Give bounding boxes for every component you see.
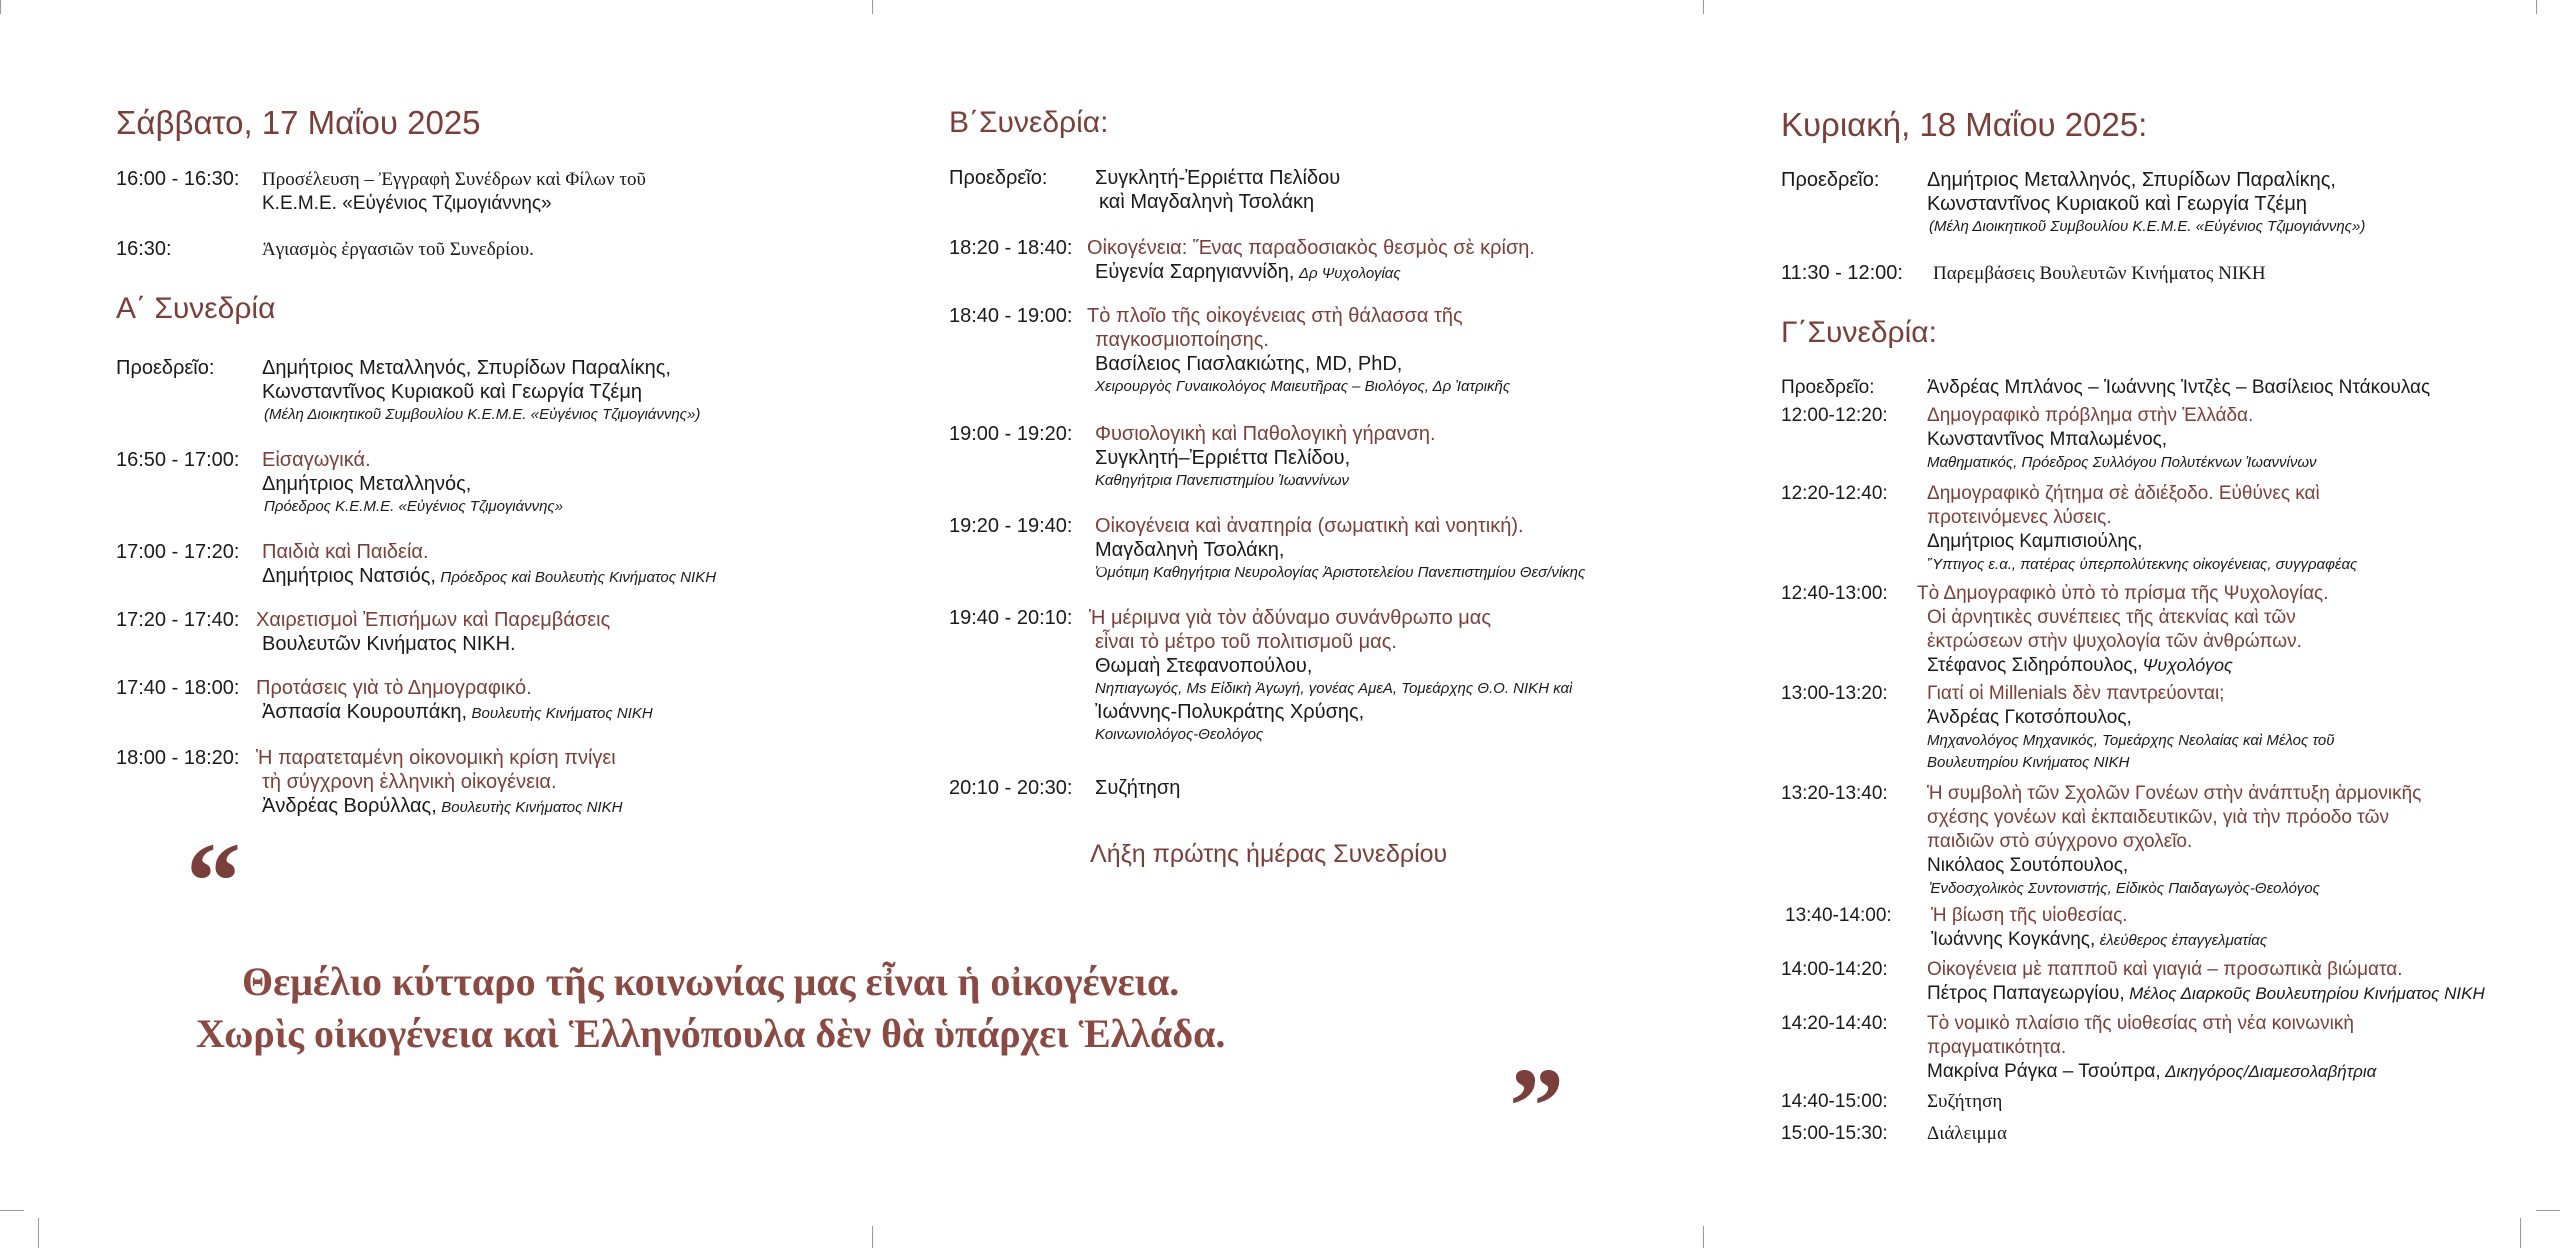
schedule-item <box>116 540 876 589</box>
item-time: 18:40 - 19:00: <box>949 305 1073 327</box>
item-time: 19:00 - 19:20: <box>949 423 1073 445</box>
crop-mark <box>1703 0 1704 14</box>
item-time: 18:00 - 18:20: <box>116 747 240 769</box>
item-note: Πρόεδρος καὶ Βουλευτὴς Κινήματος ΝΙΚΗ <box>440 569 717 586</box>
speaker-name: Βασίλειος Γιασλακιώτης, MD, PhD, <box>1095 353 1403 375</box>
presidium-item <box>949 166 1709 214</box>
open-quote-mark: “ <box>186 820 241 942</box>
crop-mark <box>2536 0 2537 14</box>
speaker-name: Ἀσπασία Κουρουπάκη, <box>262 701 468 723</box>
item-note: Πρόεδρος Κ.Ε.Μ.Ε. «Εὐγένιος Τζιμογιάννης» <box>264 498 564 515</box>
item-time: 20:10 - 20:30: <box>949 777 1073 799</box>
item-note: Μέλος Διαρκοῦς Βουλευτηρίου Κινήματος ΝΙΚΗ <box>2129 984 2485 1003</box>
item-time: 14:20-14:40: <box>1781 1013 1888 1034</box>
schedule-item <box>1781 904 2541 952</box>
item-title: Οἱ ἀρνητικὲς συνέπειες τῆς ἀτεκνίας καὶ τῶν <box>1927 607 2296 628</box>
item-time: 12:00-12:20: <box>1781 405 1888 426</box>
speaker-name: Πέτρος Παπαγεωργίου, <box>1927 983 2125 1004</box>
item-note: Χειρουργὸς Γυναικολόγος Μαιευτῆρας – Βιολόγος, Δρ Ἰατρικῆς <box>1095 378 1511 395</box>
crop-mark <box>38 1218 39 1248</box>
schedule-item <box>949 606 1709 746</box>
item-time: 17:00 - 17:20: <box>116 541 240 563</box>
item-time: 18:20 - 18:40: <box>949 237 1073 259</box>
item-note: Κοινωνιολόγος-Θεολόγος <box>1095 726 1264 743</box>
item-title: Τὸ Δημογραφικὸ ὑπὸ τὸ πρίσμα τῆς Ψυχολογίας. <box>1917 583 2329 604</box>
item-title: παγκοσμιοποίησης. <box>1095 329 1269 351</box>
schedule-item <box>1781 1012 2541 1084</box>
item-time: 16:50 - 17:00: <box>116 449 240 471</box>
speaker-name: Δημήτριος Νατσιός, <box>262 565 436 587</box>
item-text: Ἀνδρέας Μπλάνος – Ἰωάννης Ἰντζὲς – Βασίλειος Ντάκουλας <box>1927 377 2431 398</box>
quote-text <box>196 956 1225 1060</box>
speaker-name: Κωνσταντῖνος Μπαλωμένος, <box>1927 429 2168 450</box>
item-note: (Μέλη Διοικητικοῦ Συμβουλίου Κ.Ε.Μ.Ε. «Εὐγένιος Τζιμογιάννης») <box>264 406 701 423</box>
speaker-name: Ἰωάννης-Πολυκράτης Χρύσης, <box>1095 701 1365 723</box>
quote-line-1: Θεμέλιο κύτταρο τῆς κοινωνίας μας εἶναι ἡ οἰκογένεια. <box>242 959 1180 1004</box>
item-title: Προτάσεις γιὰ τὸ Δημογραφικό. <box>256 677 532 699</box>
speaker-name: Μαγδαληνὴ Τσολάκη, <box>1095 539 1285 561</box>
crop-mark <box>0 1210 24 1211</box>
item-time: 11:30 - 12:00: <box>1781 262 1903 284</box>
schedule-item <box>949 514 1709 584</box>
end-of-day-label: Λήξη πρώτης ἡμέρας Συνεδρίου <box>1090 840 1448 868</box>
item-time: 15:00-15:30: <box>1781 1123 1888 1144</box>
item-note: Βουλευτὴς Κινήματος ΝΙΚΗ <box>471 705 653 722</box>
item-note: Μηχανολόγος Μηχανικός, Τομεάρχης Νεολαίας καὶ Μέλος τοῦ <box>1927 732 2335 749</box>
schedule-item <box>116 676 876 725</box>
item-title: Χαιρετισμοὶ Ἐπισήμων καὶ Παρεμβάσεις <box>256 609 611 631</box>
presidium-item <box>116 356 876 426</box>
item-note: Βουλευτὴς Κινήματος ΝΙΚΗ <box>441 799 623 816</box>
saturday-heading: Σάββατο, 17 Μαΐου 2025 <box>116 104 481 141</box>
schedule-item <box>1781 404 2541 474</box>
crop-mark <box>0 0 1 14</box>
schedule-item <box>1781 482 2541 576</box>
item-title: ἐκτρώσεων στὴν ψυχολογία τῶν ἀνθρώπων. <box>1927 631 2302 652</box>
speaker-name: Εὐγενία Σαρηγιαννίδη, <box>1095 261 1295 283</box>
item-title: πραγματικότητα. <box>1927 1037 2067 1058</box>
item-time: 16:30: <box>116 238 172 260</box>
crop-mark <box>2536 1210 2560 1211</box>
item-note: Ἐνδοσχολικὸς Συντονιστής, Εἰδικὸς Παιδαγωγὸς-Θεολόγος <box>1929 880 2320 897</box>
item-text: Συγκλητή-Ἐρριέττα Πελίδου <box>1095 167 1341 189</box>
item-title: Οἰκογένεια: Ἕνας παραδοσιακὸς θεσμὸς σὲ κρίση. <box>1087 237 1535 259</box>
item-text: καὶ Μαγδαληνὴ Τσολάκη <box>1099 191 1315 213</box>
item-title: Ἡ συμβολὴ τῶν Σχολῶν Γονέων στὴν ἀνάπτυξη ἁρμονικῆς <box>1927 783 2422 804</box>
presidium-item <box>1781 376 2541 400</box>
schedule-item <box>1781 782 2541 900</box>
schedule-item <box>949 422 1709 492</box>
speaker-name: Ἰωάννης Κογκάνης, <box>1931 929 2096 950</box>
item-title: τὴ σύγχρονη ἑλληνικὴ οἰκογένεια. <box>262 771 557 793</box>
item-title: σχέσης γονέων καὶ ἐκπαιδευτικῶν, γιὰ τὴν πρόοδο τῶν <box>1927 807 2390 828</box>
session-b-heading: Β΄Συνεδρία: <box>949 106 1109 139</box>
schedule-item <box>116 608 876 656</box>
session-a-heading: Α΄ Συνεδρία <box>116 292 276 325</box>
item-note: ἐλεύθερος ἐπαγγελματίας <box>2099 932 2268 949</box>
speaker-name: Συγκλητή–Ἐρριέττα Πελίδου, <box>1095 447 1351 469</box>
schedule-item <box>116 448 876 518</box>
item-time: 16:00 - 16:30: <box>116 168 240 190</box>
crop-mark <box>2520 1218 2521 1248</box>
item-time: 13:40-14:00: <box>1785 905 1892 926</box>
item-time: 19:40 - 20:10: <box>949 607 1073 629</box>
item-time: 19:20 - 19:40: <box>949 515 1073 537</box>
item-title: Οἰκογένεια μὲ παπποῦ καὶ γιαγιά – προσωπικὰ βιώματα. <box>1927 959 2403 980</box>
schedule-item <box>116 746 876 819</box>
item-time: Προεδρεῖο: <box>1781 377 1875 398</box>
speaker-name: Ἀνδρέας Γκοτσόπουλος, <box>1927 707 2132 728</box>
item-note: Βουλευτηρίου Κινήματος ΝΙΚΗ <box>1927 754 2130 771</box>
item-time: 12:40-13:00: <box>1781 583 1888 604</box>
item-note: Ὕπτιγος ε.α., πατέρας ὑπερπολύτεκνης οἰκογένειας, συγγραφέας <box>1927 556 2358 573</box>
item-title: Γιατί οἱ Millenials δὲν παντρεύονται; <box>1927 683 2225 704</box>
sunday-heading: Κυριακή, 18 Μαΐου 2025: <box>1781 106 2148 143</box>
item-time: 17:40 - 18:00: <box>116 677 240 699</box>
schedule-item <box>1781 1090 2541 1114</box>
item-text: Συζήτηση <box>1095 777 1181 799</box>
item-time: 17:20 - 17:40: <box>116 609 240 631</box>
item-title: Οἰκογένεια καὶ ἀναπηρία (σωματικὴ καὶ νοητική). <box>1095 515 1524 537</box>
speaker-name: Ἀνδρέας Βορύλλας, <box>262 795 437 817</box>
item-note: Καθηγήτρια Πανεπιστημίου Ἰωαννίνων <box>1095 472 1349 489</box>
crop-mark <box>872 0 873 14</box>
item-title: Εἰσαγωγικά. <box>262 449 371 471</box>
item-title: Ἡ βίωση τῆς υἱοθεσίας. <box>1931 905 2128 926</box>
speaker-name: Νικόλαος Σουτόπουλος, <box>1927 855 2129 876</box>
item-note: Μαθηματικός, Πρόεδρος Συλλόγου Πολυτέκνων Ἰωαννίνων <box>1927 454 2317 471</box>
item-note: Νηπιαγωγός, Ms Εἰδικὴ Ἀγωγή, γονέας ΑμεΑ, Τομεάρχης Θ.Ο. ΝΙΚΗ καὶ <box>1095 680 1573 697</box>
schedule-item <box>949 776 1709 800</box>
schedule-item <box>1781 582 2541 678</box>
item-text: Κωνσταντῖνος Κυριακοῦ καὶ Γεωργία Τζέμη <box>262 381 642 403</box>
speaker-name: Θωμαὴ Στεφανοπούλου, <box>1095 655 1313 677</box>
item-note: Ψυχολόγος <box>2142 655 2233 675</box>
item-text: Συζήτηση <box>1927 1091 2003 1112</box>
crop-mark <box>872 1226 873 1248</box>
schedule-item <box>1781 682 2541 774</box>
speaker-name: Δημήτριος Καμπισιούλης, <box>1927 531 2143 552</box>
item-title: Ἡ παρατεταμένη οἰκονομικὴ κρίση πνίγει <box>256 747 616 769</box>
item-title: Τὸ νομικὸ πλαίσιο τῆς υἱοθεσίας στὴ νέα κοινωνικὴ <box>1927 1013 2354 1034</box>
item-title: Δημογραφικὸ ζήτημα σὲ ἀδιέξοδο. Εὐθύνες καὶ <box>1927 483 2320 504</box>
schedule-item <box>1781 262 2541 286</box>
item-text: Κωνσταντῖνος Κυριακοῦ καὶ Γεωργία Τζέμη <box>1927 193 2307 215</box>
schedule-item <box>1781 1122 2541 1146</box>
item-note: (Μέλη Διοικητικοῦ Συμβουλίου Κ.Ε.Μ.Ε. «Εὐγένιος Τζιμογιάννης») <box>1929 218 2366 235</box>
item-text: Βουλευτῶν Κινήματος ΝΙΚΗ. <box>262 633 516 655</box>
schedule-item <box>116 168 876 216</box>
item-text: Δημήτριος Μεταλληνός, Σπυρίδων Παραλίκης, <box>1927 169 2336 191</box>
crop-mark <box>1703 1226 1704 1248</box>
item-title: Δημογραφικὸ πρόβλημα στὴν Ἑλλάδα. <box>1927 405 2254 426</box>
item-time: 13:20-13:40: <box>1781 783 1888 804</box>
schedule-item <box>949 304 1709 398</box>
item-title: Φυσιολογικὴ καὶ Παθολογικὴ γήρανση. <box>1095 423 1436 445</box>
item-note: Δρ Ψυχολογίας <box>1298 265 1401 282</box>
item-note: Ὁμότιμη Καθηγήτρια Νευρολογίας Ἀριστοτελείου Πανεπιστημίου Θεσ/νίκης <box>1095 564 1586 581</box>
item-text: Παρεμβάσεις Βουλευτῶν Κινήματος ΝΙΚΗ <box>1933 263 2266 284</box>
item-time: 14:00-14:20: <box>1781 959 1888 980</box>
item-time: 12:20-12:40: <box>1781 483 1888 504</box>
item-text: Ἁγιασμὸς ἐργασιῶν τοῦ Συνεδρίου. <box>262 239 534 260</box>
item-title: εἶναι τὸ μέτρο τοῦ πολιτισμοῦ μας. <box>1095 631 1397 653</box>
item-time: 14:40-15:00: <box>1781 1091 1888 1112</box>
item-title: Παιδιὰ καὶ Παιδεία. <box>262 541 429 563</box>
speaker-name: Στέφανος Σιδηρόπουλος, <box>1927 655 2138 676</box>
item-note: Δικηγόρος/Διαμεσολαβήτρια <box>2165 1062 2377 1081</box>
item-text: Δημήτριος Μεταλληνός, Σπυρίδων Παραλίκης, <box>262 357 671 379</box>
session-c-heading: Γ΄Συνεδρία: <box>1781 316 1937 349</box>
schedule-item <box>116 238 876 262</box>
presidium-item <box>1781 168 2541 238</box>
item-time: 13:00-13:20: <box>1781 683 1888 704</box>
schedule-item <box>1781 958 2541 1006</box>
item-time: Προεδρεῖο: <box>949 167 1048 189</box>
item-time: Προεδρεῖο: <box>116 357 215 379</box>
item-time: Προεδρεῖο: <box>1781 169 1880 191</box>
schedule-item <box>949 236 1709 285</box>
item-text: Κ.Ε.Μ.Ε. «Εὐγένιος Τζιμογιάννης» <box>262 193 552 214</box>
quote-line-2: Χωρὶς οἰκογένεια καὶ Ἑλληνόπουλα δὲν θὰ ὑπάρχει Ἑλλάδα. <box>196 1011 1226 1056</box>
item-text: Προσέλευση – Ἐγγραφὴ Συνέδρων καὶ Φίλων τοῦ <box>262 169 646 190</box>
speaker-name: Μακρίνα Ράγκα – Τσούπρα, <box>1927 1061 2161 1082</box>
item-title: παιδιῶν στὸ σύγχρονο σχολεῖο. <box>1927 831 2193 852</box>
speaker-name: Δημήτριος Μεταλληνός, <box>262 473 472 495</box>
item-title: προτεινόμενες λύσεις. <box>1927 507 2112 528</box>
item-text: Διάλειμμα <box>1927 1123 2007 1144</box>
close-quote-mark: „ <box>1510 988 1565 1110</box>
item-title: Τὸ πλοῖο τῆς οἰκογένειας στὴ θάλασσα τῆς <box>1087 305 1463 327</box>
item-title: Ἡ μέριμνα γιὰ τὸν ἀδύναμο συνάνθρωπο μας <box>1089 607 1491 629</box>
